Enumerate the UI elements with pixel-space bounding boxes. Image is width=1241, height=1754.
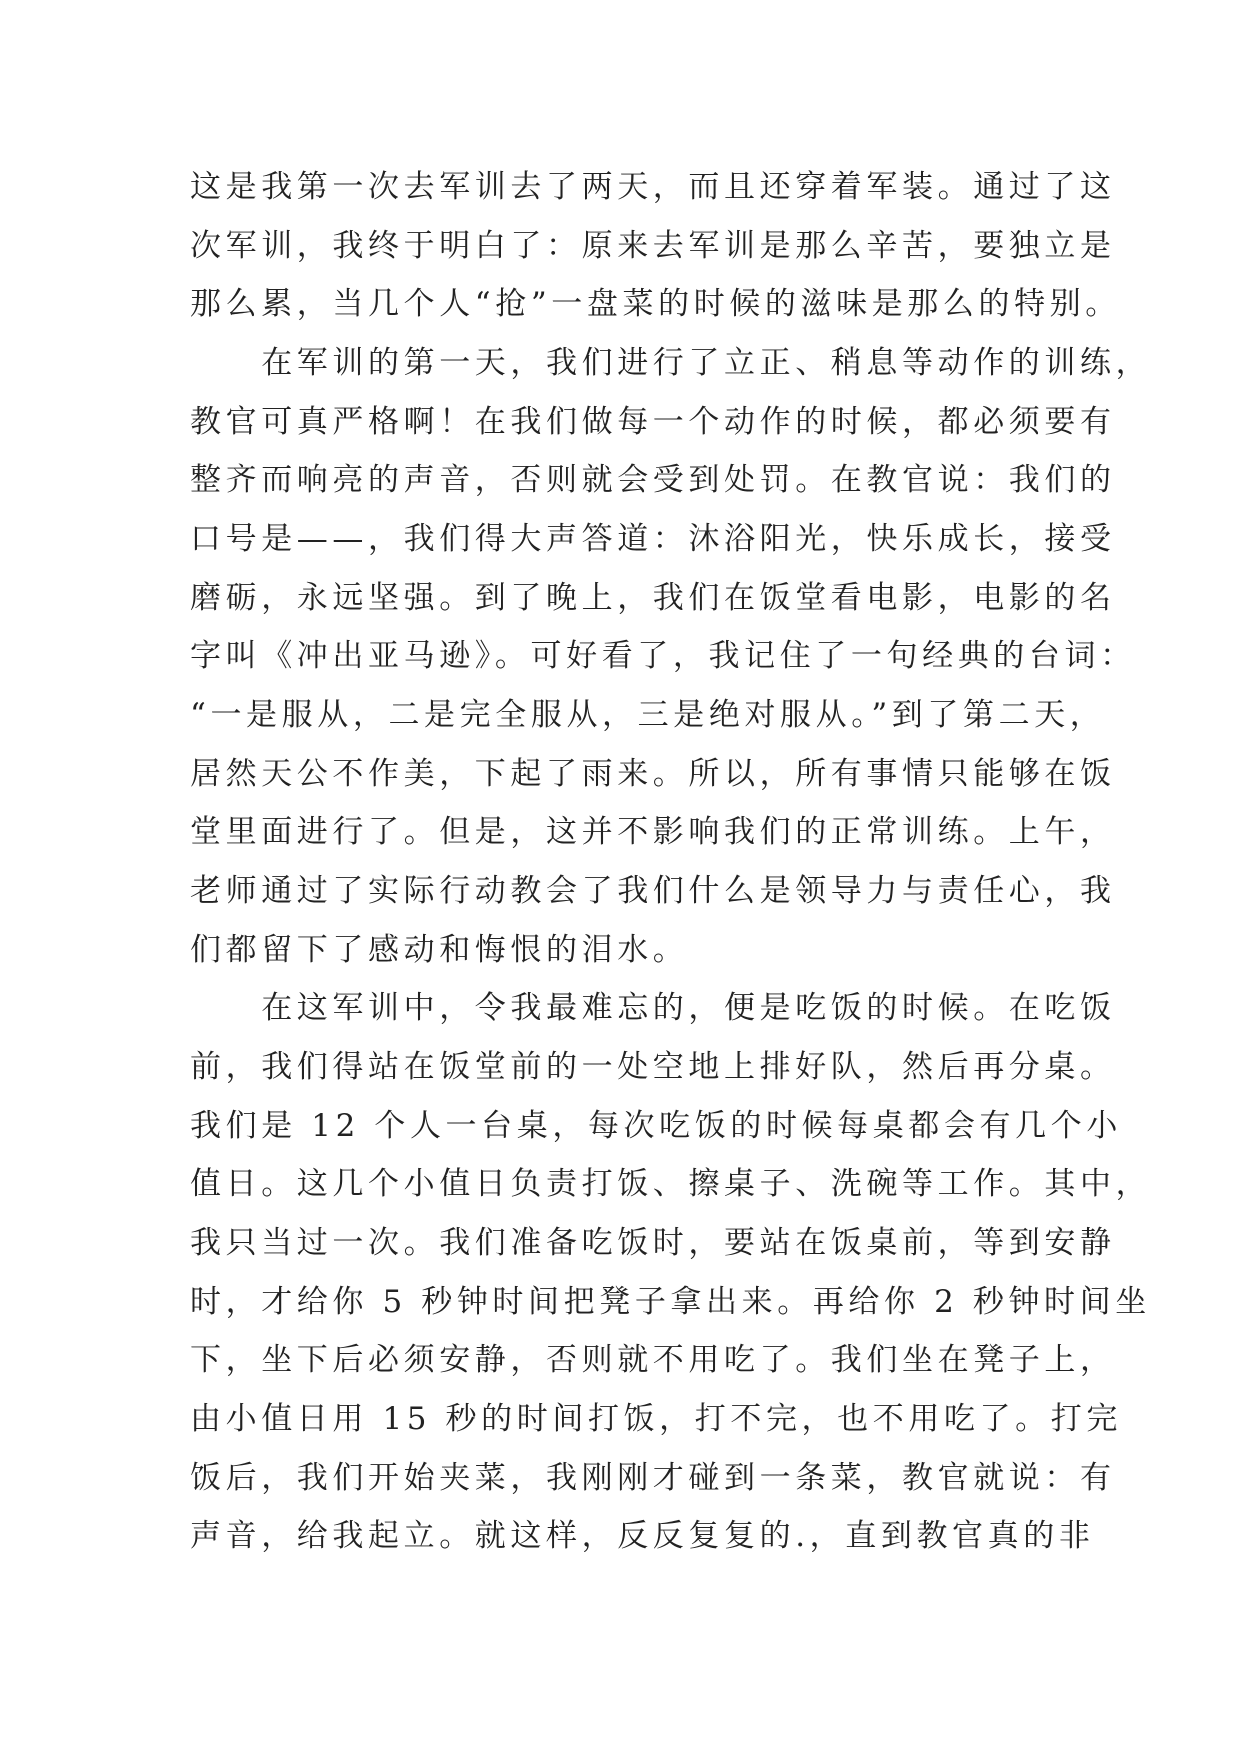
text-line: 这是我第一次去军训去了两天，而且还穿着军装。通过了这: [190, 169, 1116, 205]
text-line: 由小值日用 15 秒的时间打饭，打不完，也不用吃了。打完: [190, 1401, 1122, 1437]
text-line: 声音，给我起立。就这样，反反复复的.，直到教官真的非: [190, 1518, 1095, 1554]
text-line: 居然天公不作美，下起了雨来。所以，所有事情只能够在饭: [190, 756, 1116, 792]
text-line: 我只当过一次。我们准备吃饭时，要站在饭桌前，等到安静: [190, 1225, 1116, 1261]
text-line: 教官可真严格啊！在我们做每一个动作的时候，都必须要有: [190, 404, 1116, 440]
text-line: 值日。这几个小值日负责打饭、擦桌子、洗碗等工作。其中，: [190, 1166, 1152, 1202]
text-line: 整齐而响亮的声音，否则就会受到处罚。在教官说：我们的: [190, 462, 1116, 498]
text-line: 下，坐下后必须安静，否则就不用吃了。我们坐在凳子上，: [190, 1342, 1116, 1378]
text-line: 前，我们得站在饭堂前的一处空地上排好队，然后再分桌。: [190, 1049, 1116, 1085]
text-line: 时，才给你 5 秒钟时间把凳子拿出来。再给你 2 秒钟时间坐: [190, 1284, 1151, 1320]
text-line: 饭后，我们开始夹菜，我刚刚才碰到一条菜，教官就说：有: [190, 1460, 1116, 1496]
text-line: 在军训的第一天，我们进行了立正、稍息等动作的训练，: [190, 345, 1152, 381]
text-line: 们都留下了感动和悔恨的泪水。: [190, 932, 689, 968]
text-line: 在这军训中，令我最难忘的，便是吃饭的时候。在吃饭: [190, 990, 1116, 1026]
text-line: 老师通过了实际行动教会了我们什么是领导力与责任心，我: [190, 873, 1116, 909]
text-line: 那么累，当几个人“抢”一盘菜的时候的滋味是那么的特别。: [190, 286, 1121, 322]
text-line: 次军训，我终于明白了：原来去军训是那么辛苦，要独立是: [190, 228, 1116, 264]
text-line: 磨砺，永远坚强。到了晚上，我们在饭堂看电影，电影的名: [190, 580, 1116, 616]
text-line: 口号是——，我们得大声答道：沐浴阳光，快乐成长，接受: [190, 521, 1116, 557]
text-line: 字叫《冲出亚马逊》。可好看了，我记住了一句经典的台词：: [190, 638, 1136, 674]
text-line: “一是服从，二是完全服从，三是绝对服从。”到了第二天，: [190, 697, 1106, 733]
text-line: 堂里面进行了。但是，这并不影响我们的正常训练。上午，: [190, 814, 1116, 850]
text-line: 我们是 12 个人一台桌，每次吃饭的时候每桌都会有几个小: [190, 1108, 1122, 1144]
